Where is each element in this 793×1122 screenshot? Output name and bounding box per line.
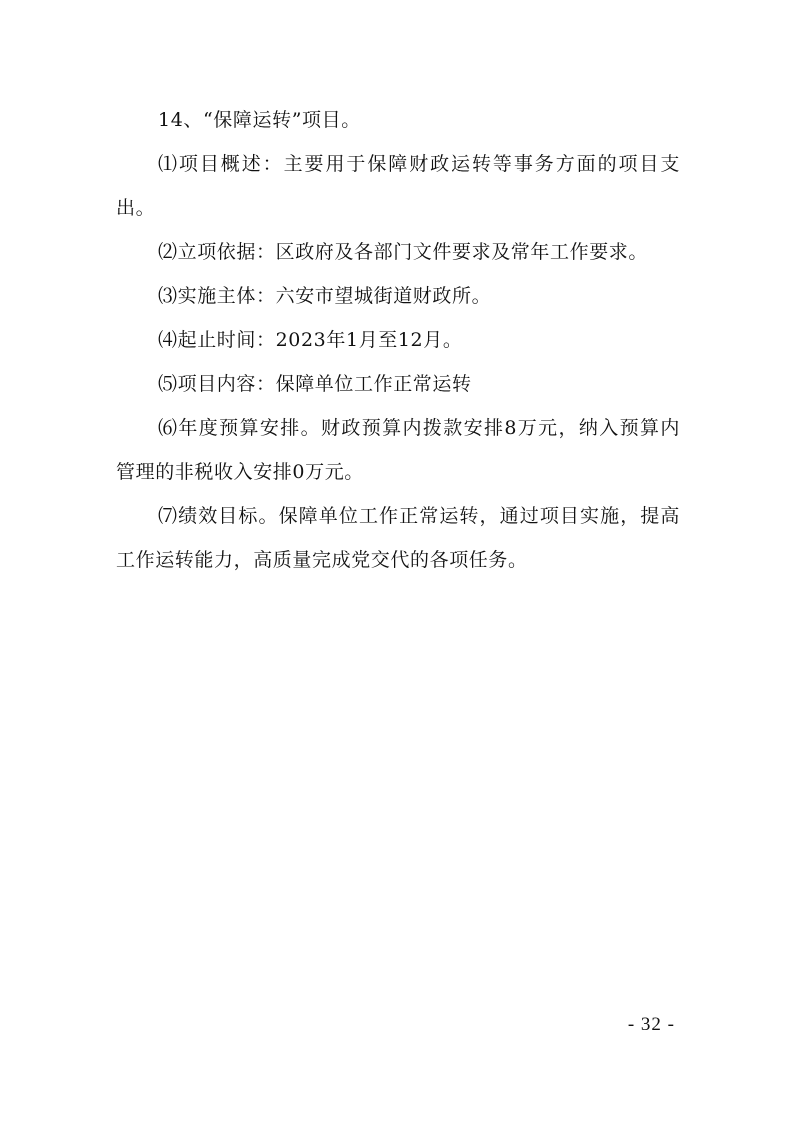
section-heading: 14、“保障运转”项目。 xyxy=(158,109,361,131)
paragraph-period: ⑷起止时间：2023年1月至12月。 xyxy=(158,329,463,351)
paragraph-basis: ⑵立项依据：区政府及各部门文件要求及常年工作要求。 xyxy=(158,241,649,263)
paragraph-budget: ⑹年度预算安排。财政预算内拨款安排8万元，纳入预算内管理的非税收入安排0万元。 xyxy=(116,417,680,483)
paragraph-implementer: ⑶实施主体：六安市望城街道财政所。 xyxy=(158,285,492,307)
paragraph-content: ⑸项目内容：保障单位工作正常运转 xyxy=(158,373,472,395)
paragraph-goals: ⑺绩效目标。保障单位工作正常运转，通过项目实施，提高工作运转能力，高质量完成党交代的各项任务。 xyxy=(116,505,680,571)
page-number: - 32 - xyxy=(627,1014,675,1035)
paragraph-overview: ⑴项目概述：主要用于保障财政运转等事务方面的项目支出。 xyxy=(116,153,680,219)
document-body xyxy=(116,98,680,582)
